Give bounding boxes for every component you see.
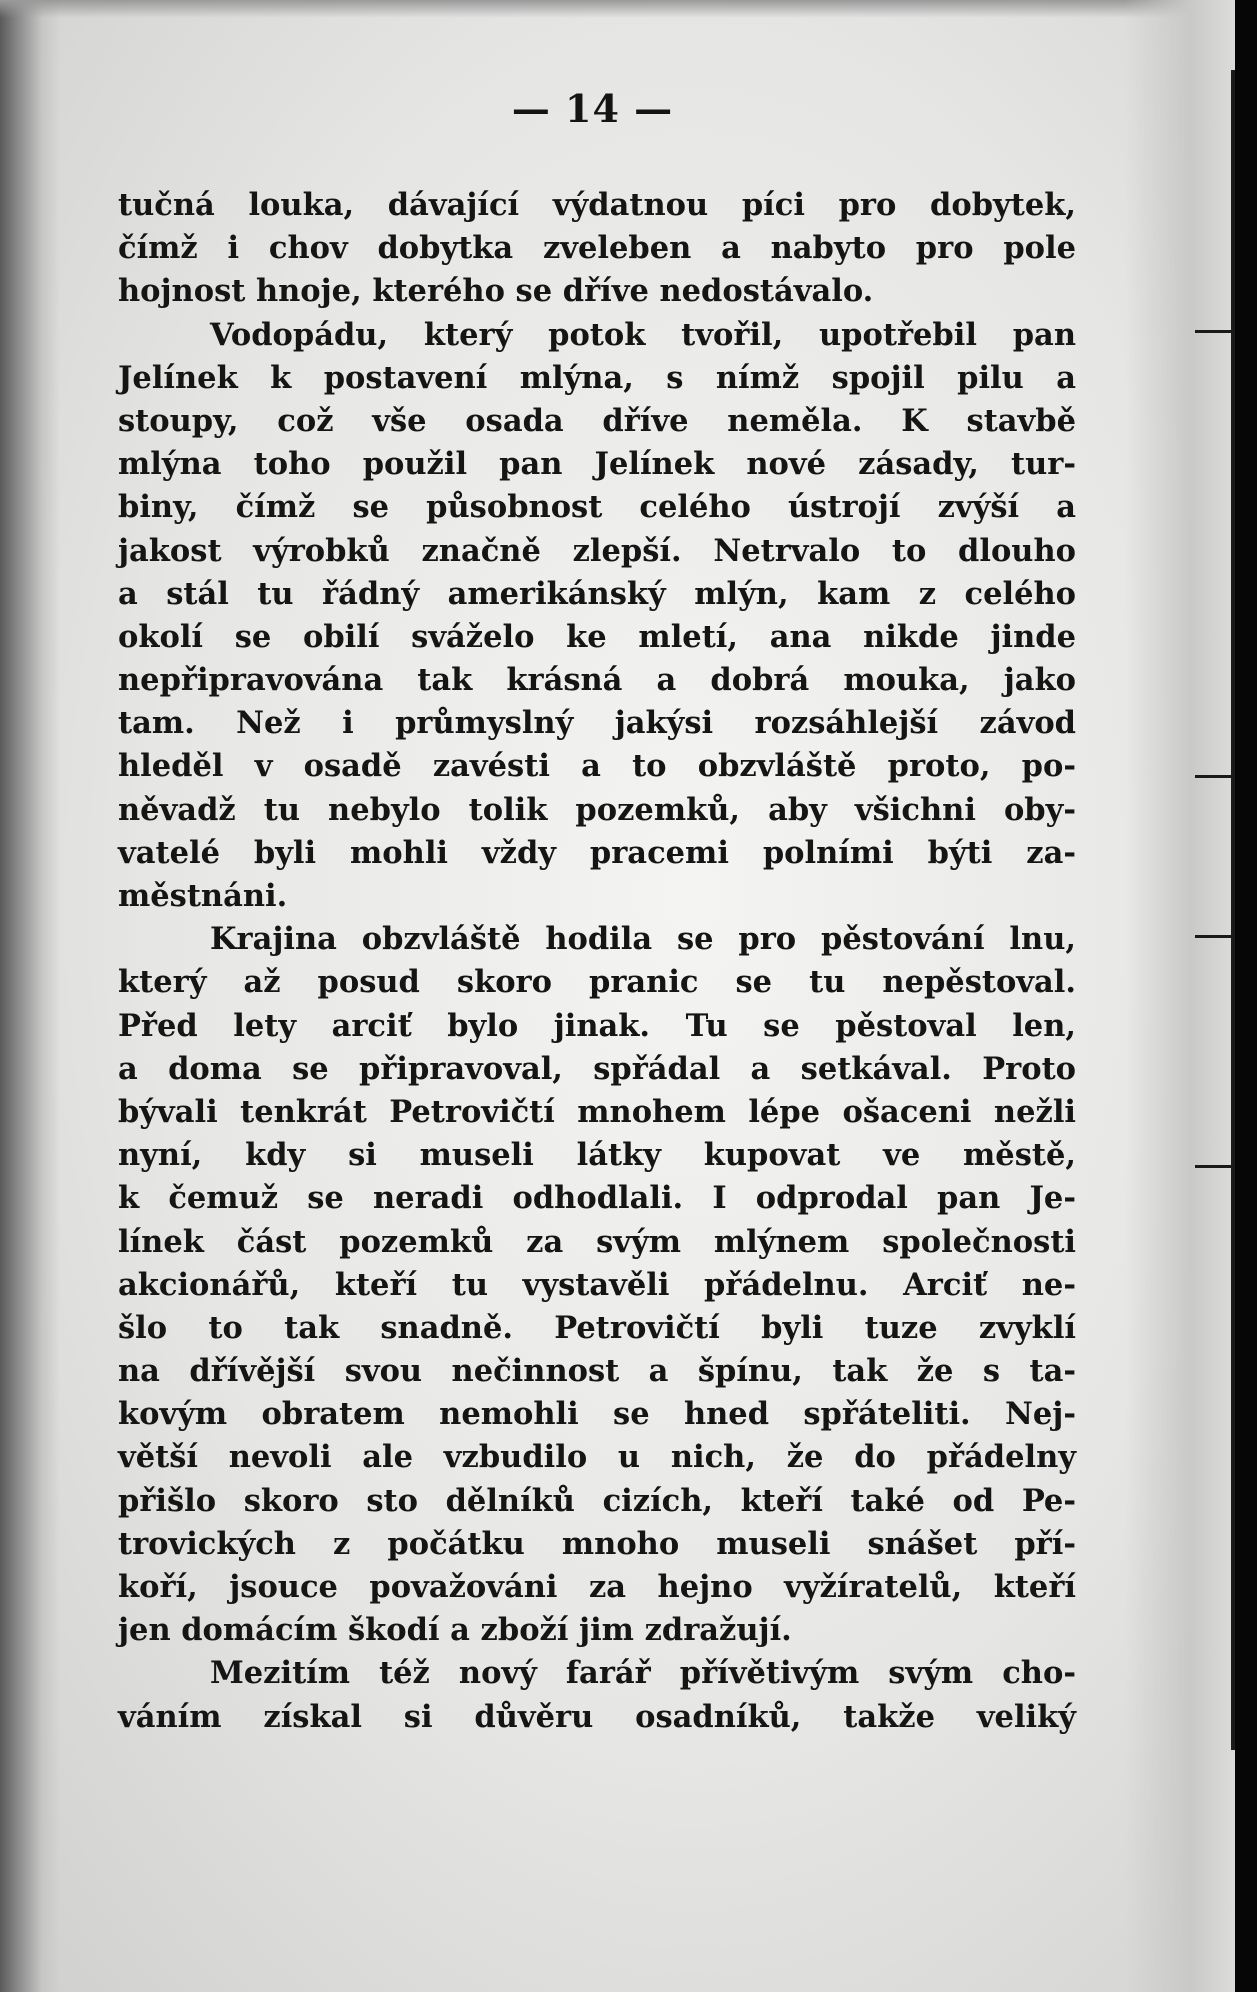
- text-line: něvadž tu nebylo tolik pozemků, aby všichni oby-: [118, 791, 1076, 828]
- text-line: stoupy, což vše osada dříve neměla. K stavbě: [118, 402, 1076, 439]
- text-line: hojnost hnoje, kterého se dříve nedostávalo.: [118, 273, 874, 310]
- text-line: k čemuž se neradi odhodlali. I odprodal pan Je-: [118, 1180, 1076, 1217]
- body-text: [118, 184, 1076, 1739]
- text-line: a doma se připravoval, spřádal a setkával. Proto: [118, 1050, 1076, 1087]
- page-right-edge-band: [1125, 0, 1235, 1992]
- text-line: tam. Než i průmyslný jakýsi rozsáhlejší závod: [118, 705, 1076, 742]
- text-line: který až posud skoro pranic se tu nepěstoval.: [118, 964, 1076, 1001]
- text-line: Před lety arciť bylo jinak. Tu se pěstoval len,: [118, 1007, 1076, 1044]
- text-line: váním získal si důvěru osadníků, takže veliký: [118, 1698, 1076, 1735]
- text-line: a stál tu řádný amerikánský mlýn, kam z celého: [118, 575, 1076, 612]
- text-line: biny, čímž se působnost celého ústrojí zvýší a: [118, 489, 1076, 526]
- text-line: nyní, kdy si museli látky kupovat ve městě,: [118, 1137, 1076, 1174]
- text-line: šlo to tak snadně. Petrovičtí byli tuze zvyklí: [118, 1309, 1076, 1346]
- page-top-edge-shadow: [0, 0, 1257, 18]
- page-number: — 14 —: [511, 86, 674, 131]
- text-line: Mezitím též nový farář přívětivým svým cho-: [210, 1655, 1076, 1692]
- text-line: jen domácím škodí a zboží jim zdražují.: [118, 1612, 792, 1649]
- text-line: bývali tenkrát Petrovičtí mnohem lépe ošaceni nežli: [118, 1093, 1076, 1130]
- text-line: trovických z počátku mnoho museli snášet pří-: [118, 1525, 1076, 1562]
- text-line: Krajina obzvláště hodila se pro pěstování lnu,: [210, 921, 1076, 958]
- text-line: nepřipravována tak krásná a dobrá mouka, jako: [118, 662, 1076, 699]
- text-line: tučná louka, dávající výdatnou píci pro dobytek,: [118, 187, 1076, 223]
- text-line: koří, jsouce považováni za hejno vyžíratelů, kteří: [118, 1569, 1076, 1605]
- text-line: mlýna toho použil pan Jelínek nové zásady, tur-: [118, 446, 1076, 483]
- text-line: jakost výrobků značně zlepší. Netrvalo to dlouho: [118, 532, 1076, 569]
- text-line: městnáni.: [118, 878, 288, 914]
- text-line: hleděl v osadě zavésti a to obzvláště proto, po-: [118, 748, 1076, 785]
- text-line: přišlo skoro sto dělníků cizích, kteří také od Pe-: [118, 1482, 1076, 1519]
- text-line: větší nevoli ale vzbudilo u nich, že do přádelny: [118, 1439, 1076, 1476]
- page-right-edge-shadow: [1235, 0, 1257, 1992]
- text-line: na dřívější svou nečinnost a špínu, tak že s ta-: [118, 1353, 1076, 1390]
- binding-rule-tick: [1195, 1165, 1235, 1168]
- text-line: okolí se obilí sváželo ke mletí, ana nikde jinde: [118, 618, 1076, 655]
- binding-rule-tick: [1195, 775, 1235, 778]
- page-left-edge-shadow: [0, 0, 60, 1992]
- text-line: Vodopádu, který potok tvořil, upotřebil pan: [210, 316, 1076, 353]
- binding-rule-tick: [1195, 330, 1235, 333]
- text-line: kovým obratem nemohli se hned spřáteliti. Nej-: [118, 1396, 1076, 1433]
- text-line: línek část pozemků za svým mlýnem společnosti: [118, 1223, 1076, 1260]
- text-line: čímž i chov dobytka zveleben a nabyto pro pole: [118, 230, 1076, 267]
- text-line: akcionářů, kteří tu vystavěli přádelnu. Arciť ne-: [118, 1266, 1076, 1303]
- text-line: Jelínek k postavení mlýna, s nímž spojil pilu a: [118, 359, 1076, 396]
- binding-rule-tick: [1195, 935, 1235, 938]
- text-line: vatelé byli mohli vždy pracemi polními býti za-: [118, 834, 1076, 871]
